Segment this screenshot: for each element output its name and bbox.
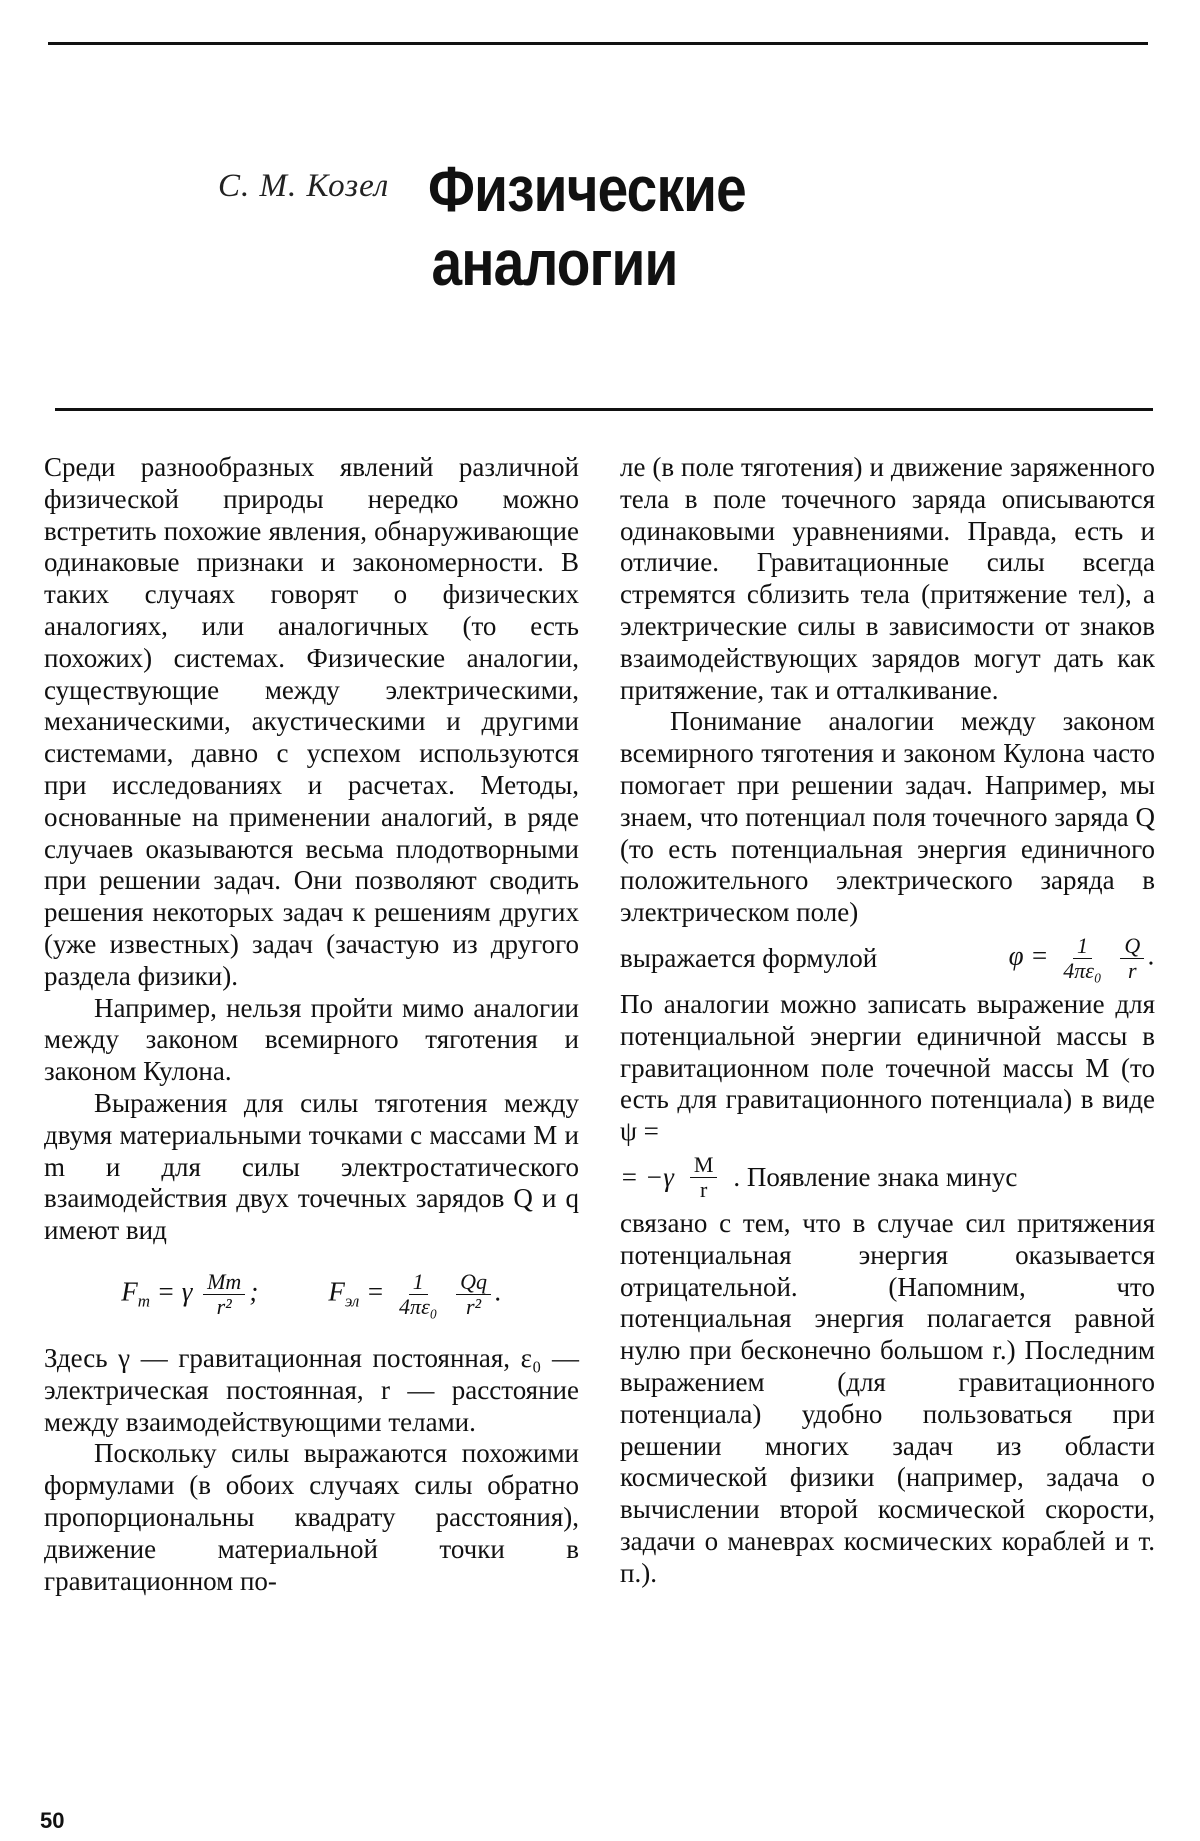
- paragraph: связано с тем, что в случае сил притяжения потенциальная энергия оказывается отрицательной. (Напомним, что потенциальная энергия полагается равной нулю при бесконечно большом r.) Последним выражением (для гравитационного потенциала) удобно пользоваться при решении многих задач из области космической физики (например, задача о вычислении второй космической скорости, задачи о маневрах космических кораблей и т. п.).: [620, 1207, 1155, 1588]
- fraction: $\frac{Q}{r}$: [1120, 934, 1144, 983]
- fraction: $\frac{1}{\text{4πε₀}}$: [399, 1269, 438, 1320]
- page-number: 50: [40, 1808, 65, 1833]
- title-line-2: аналогии: [431, 227, 678, 299]
- fraction: $\frac{Mm}{\text{r²}}$: [203, 1270, 245, 1319]
- right-column: [620, 452, 1155, 1590]
- paragraph: Понимание аналогии между законом всемирного тяготения и законом Кулона часто помогает при решении задач. Например, мы знаем, что потенциал поля точечного заряда Q (то есть потенциальная энергия единичного положительного электрического заряда в электрическом поле): [620, 706, 1155, 928]
- paragraph: Здесь γ — гравитационная постоянная, ε₀ — электрическая постоянная, r — расстояние между взаимодействующими телами.: [44, 1342, 579, 1437]
- header-rule: [55, 408, 1153, 411]
- paragraph: Например, нельзя пройти мимо аналогии между законом всемирного тяготения и законом Кулона.: [44, 992, 579, 1087]
- fraction: $\frac{1}{\text{4πε₀}}$: [1063, 933, 1102, 984]
- author-name: С. М. Козел: [218, 168, 390, 204]
- gravity-potential-formula: = −γ $\frac{M}{r}$ . Появление знака минус: [620, 1152, 1018, 1203]
- top-rule: [48, 42, 1148, 45]
- gravity-force-formula: $F_т = \gamma$ $\frac{Mm}{\text{r²}}$ ;: [121, 1269, 259, 1320]
- fraction: $\frac{Qq}{\text{r²}}$: [456, 1270, 491, 1319]
- paragraph: Выражения для силы тяготения между двумя материальными точками с массами M и m и для силы электростатического взаимодействия двух точечных зарядов Q и q имеют вид: [44, 1087, 579, 1246]
- paragraph: По аналогии можно записать выражение для потенциальной энергии единичной массы в гравитационном поле точечной массы M (то есть для гравитационного потенциала) в виде ψ =: [620, 988, 1155, 1147]
- force-formulas: [44, 1247, 579, 1343]
- potential-formula: выражается формулой φ = $\frac{1}{\text{4πε₀}}$ $\frac{Q}{r}$ .: [620, 933, 1155, 984]
- electric-force-formula: $F_{эл}$ = $\frac{1}{\text{4πε₀}}$ $\frac{Qq}{\text{r²}}$ .: [328, 1269, 502, 1320]
- article-title: [428, 152, 746, 300]
- title-line-1: Физические: [428, 153, 746, 225]
- paragraph: Поскольку силы выражаются похожими формулами (в обоих случаях силы обратно пропорциональны квадрату расстояния), движение материальной точки в гравитационном по-: [44, 1438, 579, 1596]
- paragraph: Среди разнообразных явлений различной физической природы нередко можно встретить похожие явления, обнаруживающие одинаковые признаки и закономерности. В таких случаях говорят о физических аналогиях, или аналогичных (то есть похожих) системах. Физические аналогии, существующие между электрическими, механическими, акустическими и другими системами, давно с успехом используются при исследованиях и расчетах. Методы, основанные на применении аналогий, в ряде случаев оказываются весьма плодотворными при решении задач. Они позволяют сводить решения некоторых задач к решениям других (уже известных) задач (зачастую из другого раздела физики).: [44, 452, 579, 991]
- left-column: [44, 452, 579, 1597]
- paragraph: ле (в поле тяготения) и движение заряженного тела в поле точечного заряда описываются одинаковыми уравнениями. Правда, есть и отличие. Гравитационные силы всегда стремятся сблизить тела (притяжение тел), а электрические силы в зависимости от знаков взаимодействующих зарядов могут дать как притяжение, так и отталкивание.: [620, 452, 1155, 705]
- fraction: $\frac{M}{r}$: [690, 1153, 718, 1202]
